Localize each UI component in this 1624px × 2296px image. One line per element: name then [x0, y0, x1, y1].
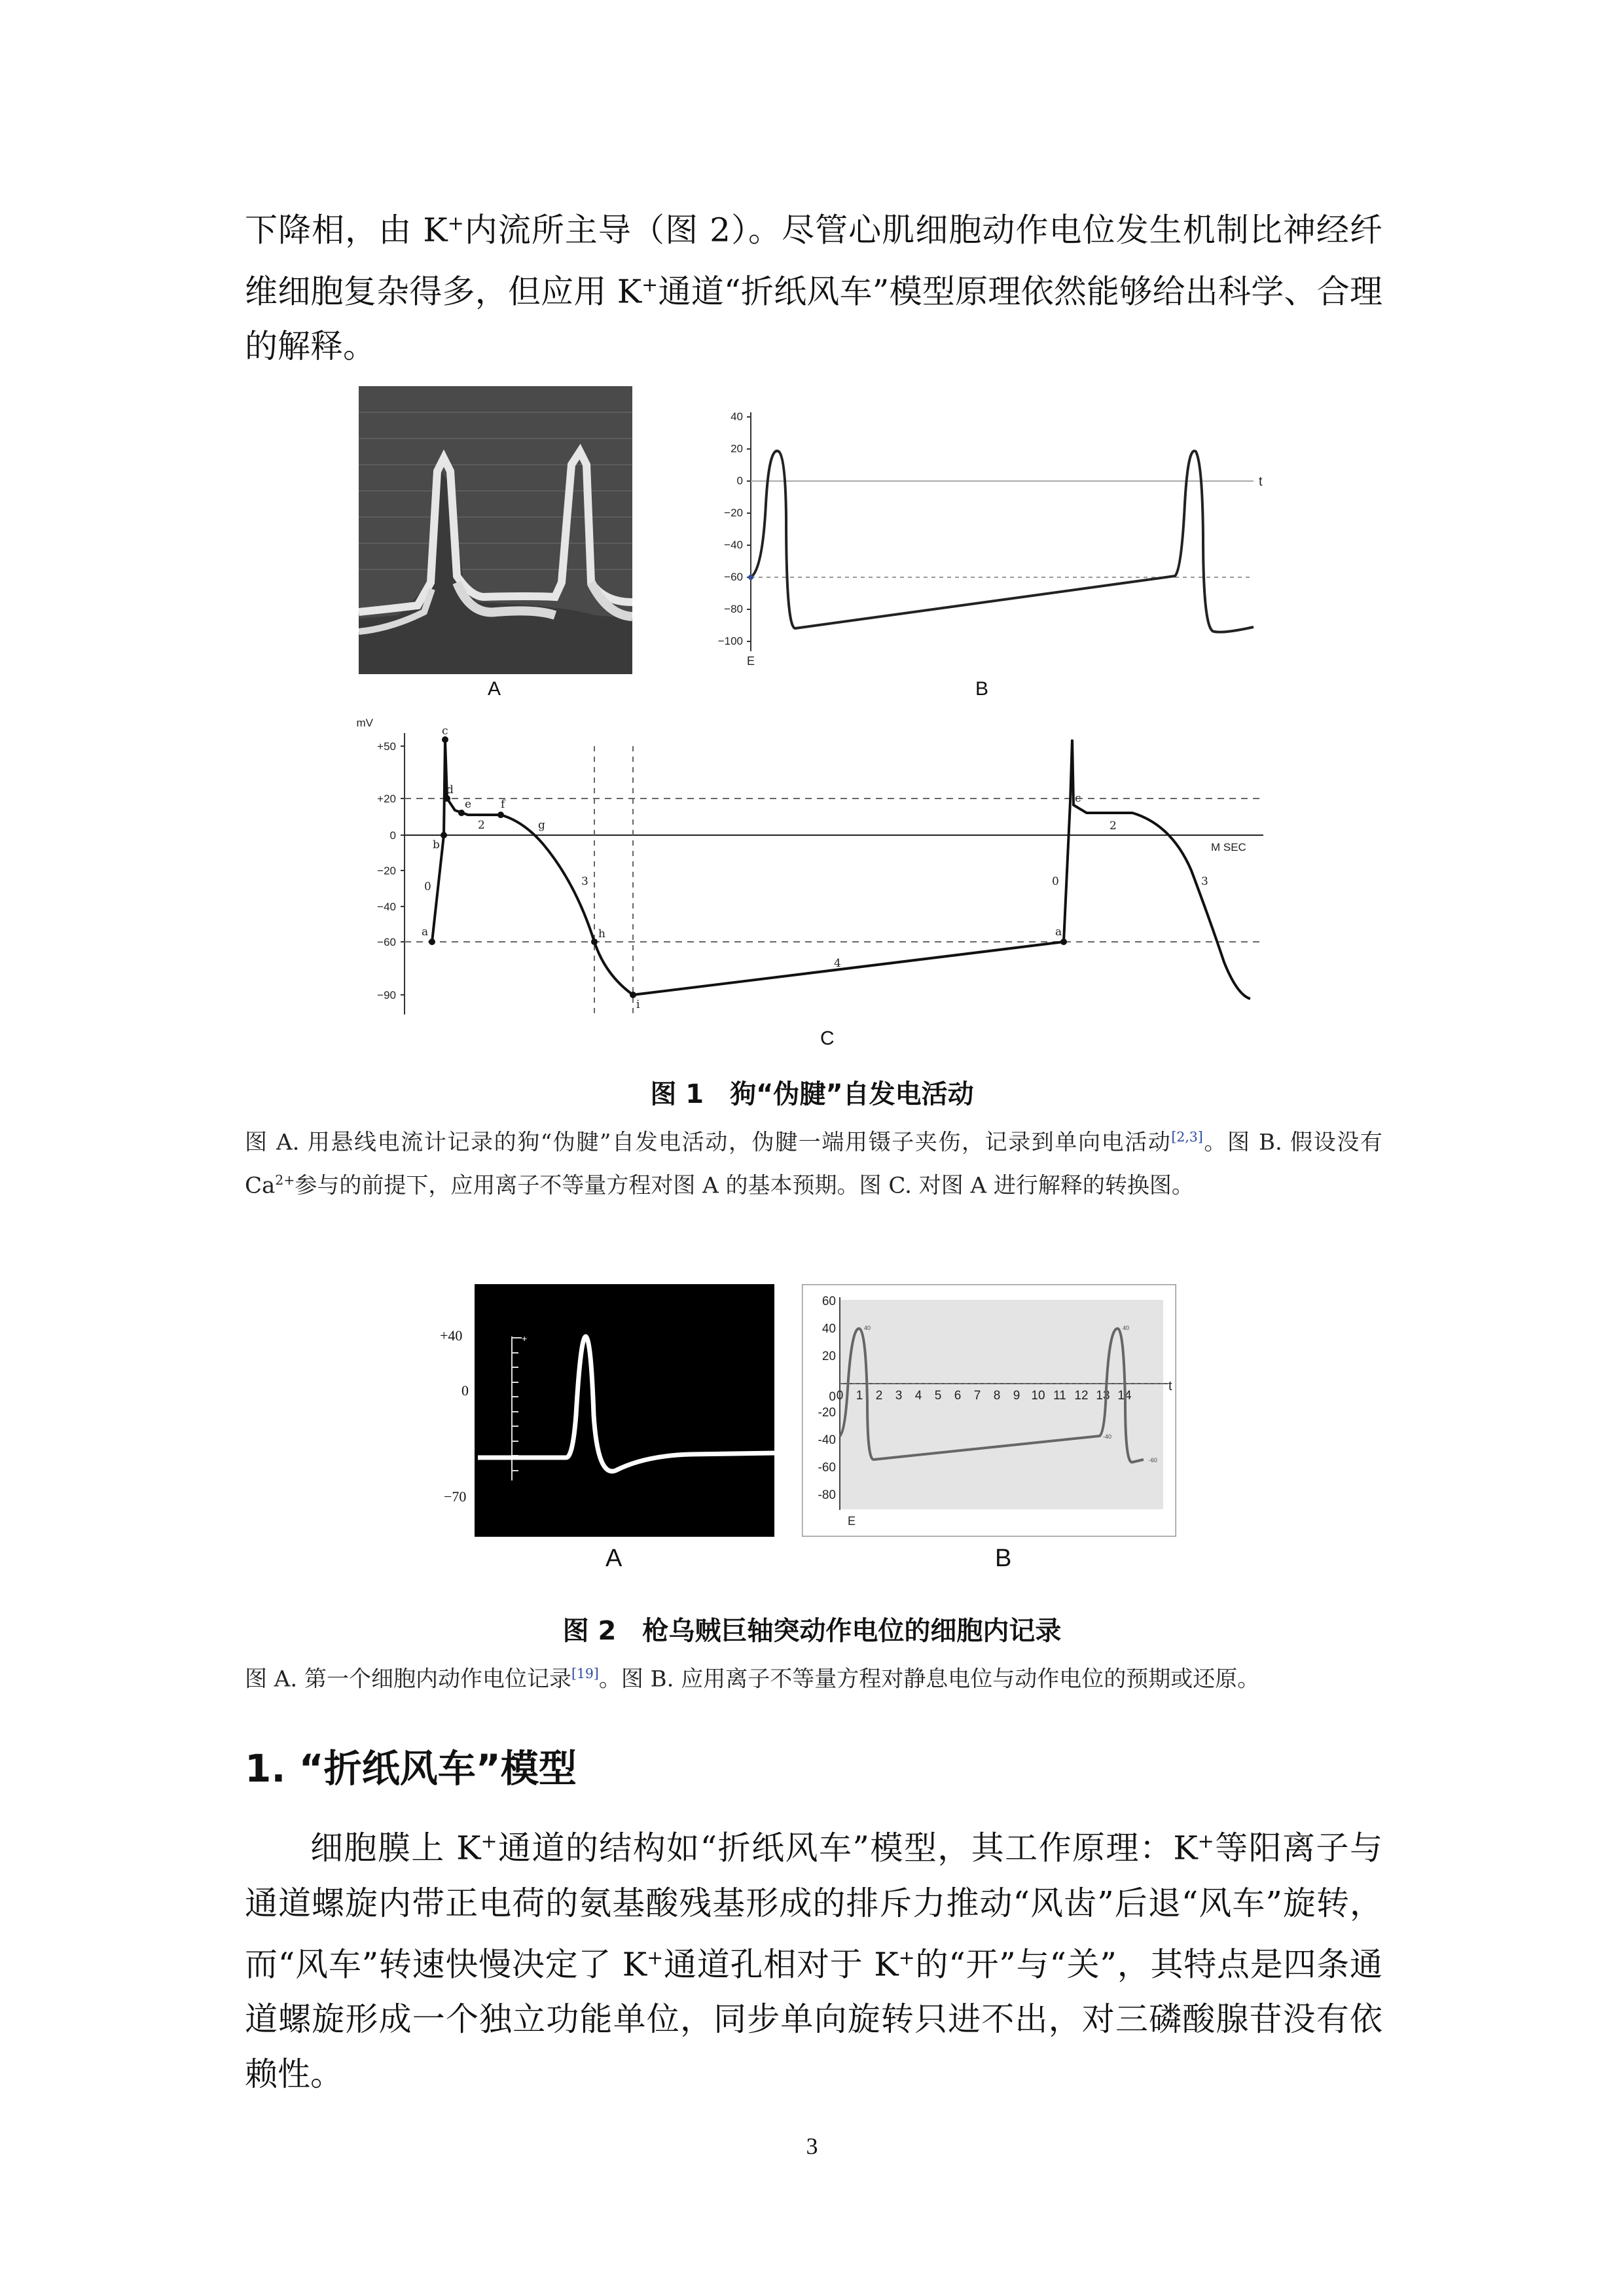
figure1-c-phase-label: 0 — [424, 880, 431, 893]
figure1-caption-text: 图 A. 用悬线电流计记录的狗“伪腱”自发电活动，伪腱一端用镊子夹伤，记录到单向电活动[2,3]。图 B. 假设没有 $Ca^{2+}$参与的前提下，应用离子不等量方程对图 A 的基本预期。图 C. 对图 A 进行解释的转换图。 — [245, 1129, 1382, 1199]
figure1-c-point-label: b — [433, 838, 440, 852]
figure1-caption-title: 图 1 狗“伪腱”自发电活动 — [650, 1079, 974, 1109]
figure2-b-xtick: 3 — [895, 1389, 903, 1403]
figure2-b-ytick: 0 — [829, 1390, 836, 1404]
figure1-b-ytick: −60 — [724, 571, 743, 583]
figure2-b-ytick: 20 — [821, 1350, 836, 1363]
figure1-b-ytick: −40 — [724, 539, 743, 551]
figure2-b-xtick: 6 — [954, 1389, 962, 1403]
intro-paragraph: 下降相，由 K+内流所主导（图 2）。尽管心肌细胞动作电位发生机制比神经纤维细胞复杂得多，但应用 K+通道“折纸风车”模型原理依然能够给出科学、合理的解释。 — [245, 211, 1382, 366]
figure2-b-ytick: -40 — [818, 1433, 836, 1447]
figure1-c-ytick: +50 — [377, 740, 396, 753]
figure2-b-xtick: 11 — [1053, 1389, 1066, 1403]
figure1-c-phase-label: 2 — [1110, 819, 1117, 833]
figure2-b-xtick: 12 — [1074, 1389, 1089, 1403]
figure1-c-xlabel: M SEC — [1211, 841, 1246, 853]
figure1-c-ytick: +20 — [377, 793, 396, 805]
figure1-c-phase-label: 2 — [478, 819, 485, 832]
figure1-c-ytick: −40 — [377, 901, 396, 913]
figure2-b-ytick: -60 — [818, 1461, 836, 1475]
figure2-b-small-label: -40 — [1103, 1433, 1112, 1440]
figure1-b-ytick: −100 — [717, 635, 743, 647]
figure1-b-ytick: −80 — [724, 603, 743, 615]
section-paragraph: 细胞膜上 K+通道的结构如“折纸风车”模型，其工作原理：K+等阳离子与通道螺旋内带正电荷的氨基酸残基形成的排斥力推动“风齿”后退“风车”旋转，而“风车”转速快慢决定了 K+通道孔相对于 K+的“开”与“关”，其特点是四条通道螺旋形成一个独立功能单位，同步单向旋转只进不出，对三磷酸腺苷没有依赖性。 — [245, 1829, 1383, 2094]
figure2-b-xtick: 1 — [856, 1389, 863, 1403]
figure2-panel-a-label: A — [605, 1545, 623, 1572]
figure2-b-xtick: 10 — [1031, 1389, 1045, 1403]
figure2-b-ytick: 40 — [821, 1322, 836, 1336]
figure1-c-point-label: e — [465, 798, 472, 811]
figure2-panel-b-label: B — [995, 1545, 1012, 1572]
figure1-b-ytick: 20 — [731, 442, 743, 455]
figure2-caption-title: 图 2 枪乌贼巨轴突动作电位的细胞内记录 — [562, 1616, 1062, 1646]
figure2-b-xtick: 0 — [836, 1389, 844, 1403]
figure1-c-point-label: f — [501, 798, 505, 811]
figure2-b-xtick: 4 — [914, 1389, 922, 1403]
figure2-b-xtick: 7 — [973, 1389, 981, 1403]
figure1-c-phase-label: 3 — [581, 875, 588, 888]
figure2-a-ytick: −70 — [444, 1488, 467, 1505]
figure1-panel-a-label: A — [488, 678, 501, 700]
figure1-panel-b-chart — [704, 406, 1280, 677]
page-number: 3 — [806, 2133, 818, 2159]
figure2-b-xtick: 14 — [1117, 1389, 1132, 1403]
figure1-panel-c-label: C — [820, 1028, 835, 1049]
figure2-b-xtick: 2 — [875, 1389, 883, 1403]
figure1-c-point-label: h — [598, 927, 605, 941]
figure1-panel-b-label: B — [975, 678, 989, 700]
figure2-b-xtick: 9 — [1013, 1389, 1020, 1403]
figure2-b-small-label: 40 — [864, 1325, 871, 1331]
figure2-panel-b-chart — [802, 1284, 1176, 1537]
figure1-c-point-label: a — [422, 925, 429, 939]
figure2-a-ytick: 0 — [461, 1382, 469, 1399]
figure1-c-phase-label: 3 — [1201, 875, 1208, 888]
figure2-b-xtick: 13 — [1096, 1389, 1110, 1403]
figure1-c-point-label: c — [1075, 792, 1081, 805]
figure1-c-phase-label: 0 — [1052, 875, 1059, 888]
figure1-b-ytick: 0 — [736, 475, 743, 487]
figure2-b-ytick: 60 — [821, 1295, 836, 1308]
figure1-panel-a-photo — [359, 386, 632, 674]
figure1-c-phase-label: 4 — [834, 957, 841, 970]
figure1-c-ytick: −60 — [377, 936, 396, 948]
figure1-b-e-label: E — [747, 655, 755, 668]
figure2-b-small-label: -60 — [1149, 1457, 1158, 1463]
figure1-c-ytick: −90 — [377, 989, 396, 1001]
figure2-panel-a-chart — [475, 1284, 774, 1537]
figure2-b-t-label: t — [1168, 1379, 1172, 1393]
figure2-caption-ref[interactable]: [19] — [571, 1666, 599, 1681]
figure1-c-yunit: mV — [356, 717, 373, 729]
figure1-c-point-label: d — [446, 783, 454, 797]
figure2-b-xtick: 8 — [993, 1389, 1001, 1403]
figure1-b-t-label: t — [1259, 475, 1263, 489]
figure1-c-point-label: a — [1055, 925, 1062, 939]
svg-text:+: + — [522, 1333, 528, 1344]
figure1-c-point-label: c — [442, 725, 448, 738]
figure1-c-ytick: −20 — [377, 865, 396, 877]
section-heading: 1. “折纸风车”模型 — [245, 1746, 577, 1791]
figure1-b-ytick: 40 — [731, 410, 743, 423]
figure1-b-ytick: −20 — [724, 507, 743, 519]
figure2-b-ytick: -20 — [818, 1406, 836, 1420]
figure2-a-ytick: +40 — [440, 1327, 463, 1344]
figure1-c-point-label: i — [636, 998, 640, 1011]
figure2-b-xtick: 5 — [934, 1389, 942, 1403]
figure1-caption-ref[interactable]: [2,3] — [1171, 1129, 1203, 1145]
figure2-b-small-label: 40 — [1123, 1325, 1130, 1331]
figure1-panel-c-chart — [347, 713, 1283, 1021]
figure2-caption-text: 图 A. 第一个细胞内动作电位记录[19]。图 B. 应用离子不等量方程对静息电位与动作电位的预期或还原。 — [245, 1666, 1260, 1693]
figure1-c-point-label: g — [538, 819, 545, 832]
figure2-b-e-label: E — [848, 1515, 856, 1528]
figure1-c-ytick: 0 — [389, 829, 396, 842]
figure2-b-ytick: -80 — [818, 1488, 836, 1502]
